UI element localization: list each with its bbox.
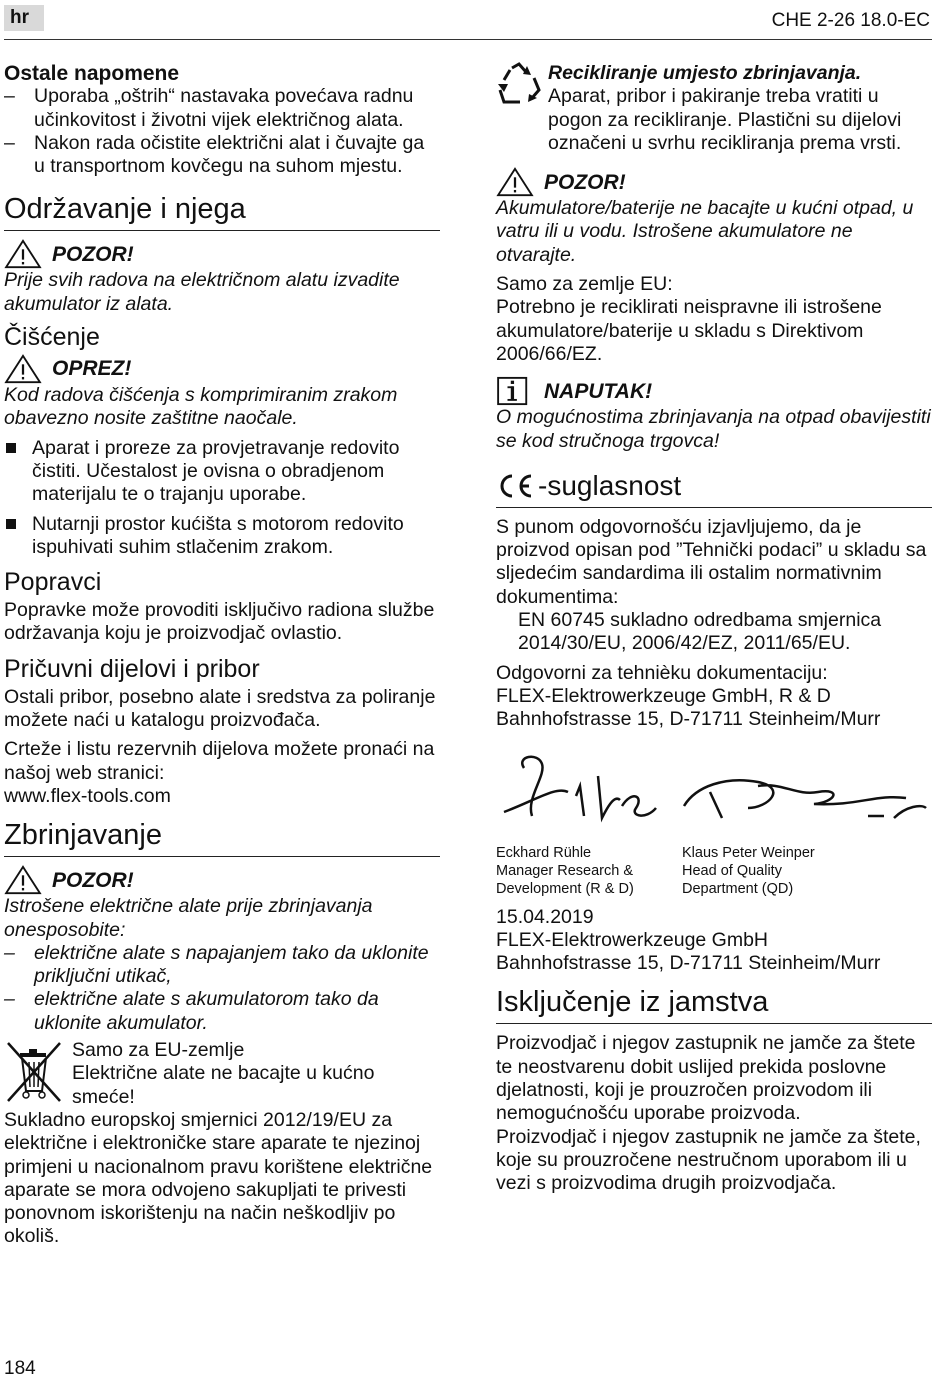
disposal-item: – električne alate s napajanjem tako da uklonite priključni utikač, [4,942,440,989]
ce-heading [496,469,932,508]
signer-1-name: Eckhard Rühle [496,844,592,861]
info-icon [496,376,534,406]
cleaning-bullet: Aparat i proreze za provjetravanje redovito čistiti. Učestalost je ovisna o obradjenom materijalu te o trajanju uporabe. [4,437,440,507]
model-number: CHE 2-26 18.0-EC [771,10,930,31]
recycling-title: Recikliranje umjesto zbrinjavanja. [548,62,862,84]
page-number: 184 [4,1358,36,1379]
note-item: – Uporaba „oštrih“ nastavaka povećava radnu učinkovitost i životni vijek električnog alata. [4,85,440,132]
signer-2-name: Klaus Peter Weinper [682,844,815,861]
recycle-icon [496,62,542,106]
recycling-section [496,62,932,155]
cleaning-heading: Čišćenje [4,323,100,352]
right-column [496,62,932,1196]
ce-declaration: S punom odgovornošću izjavljujemo, da je proizvod opisan pod ”Tehnički podaci” u skladu sa sljedećim sandardima ili ostalim normativnim dokumentima: [496,515,927,608]
eu-bin-text: Električne alate ne bacajte u kućno smeće! [72,1062,375,1108]
signer-2-dept: Department (QD) [682,880,794,897]
disposal-item: – električne alate s akumulatorom tako da uklonite akumulator. [4,988,440,1035]
maintenance-heading: Održavanje i njega [4,192,440,231]
battery-warning-text: Akumulatore/baterije ne bacajte u kućni otpad, u vatru ili u vodu. Istrošene akumulatore ne otvarajte. [496,197,914,266]
ce-company: FLEX-Elektrowerkzeuge GmbH, R & D [496,684,831,707]
ce-title: -suglasnost [538,469,682,501]
signer-1-title: Manager Research & [496,862,634,879]
battery-directive-text: Potrebno je reciklirati neispravne ili istrošene akumulatore/baterije u skladu s Direktivom 2006/66/EZ. [496,296,882,365]
website-link[interactable]: www.flex-tools.com [4,784,171,807]
warning-triangle-icon [496,167,534,197]
warning-triangle-icon [4,239,42,269]
note-label: NAPUTAK! [544,379,653,403]
warning-label: POZOR! [52,242,134,266]
eu-only-label: Samo za EU-zemlje [72,1039,245,1062]
header-divider [4,39,932,40]
warning-label: POZOR! [52,868,134,892]
note-box [496,376,932,406]
signature-block [496,746,932,896]
cleaning-caution-text: Kod radova čišćenja s komprimiranim zrakom obavezno nosite zaštitne naočale. [4,384,398,430]
recycling-text: Aparat, pribor i pakiranje treba vratiti u pogon za recikliranje. Plastični su dijelovi označeni u svrhu recikliranja prema vrsti. [548,85,902,154]
parts-heading: Pričuvni dijelovi i pribor [4,654,260,683]
caution-triangle-icon [4,354,42,384]
caution-label: OPREZ! [52,357,132,381]
ce-standards: EN 60745 sukladno odredbama smjernica 2014/30/EU, 2006/42/EZ, 2011/65/EU. [518,609,882,655]
declaration-date: 15.04.2019 [496,905,594,928]
maintenance-warning [4,239,440,269]
cleaning-bullet: Nutarnji prostor kućišta s motorom redovito ispuhivati suhim stlačenim zrakom. [4,513,440,560]
disposal-heading: Zbrinjavanje [4,818,440,857]
disposal-warning-text: Istrošene električne alate prije zbrinjavanja onesposobite: [4,895,373,941]
signer-2-title: Head of Quality [682,862,782,879]
parts-text: Ostali pribor, posebno alate i sredstva za poliranje možete naći u katalogu proizvođača. [4,685,436,732]
ce-responsible: Odgovorni za tehnièku dokumentaciju: [496,661,828,684]
note-item: – Nakon rada očistite električni alat i čuvajte ga u transportnom kovčegu na suhom mjestu. [4,132,440,179]
eu-directive-text: Sukladno europskoj smjernici 2012/19/EU za električne i elektroničke stare aparate te njezinoj primjeni u nacionalnom pravu korištene električne aparate se mora odvojeno sakupljati te privesti ponovnom iskorištenju na način neškodljiv po okoliš. [4,1108,433,1248]
notes-title: Ostale napomene [4,62,180,85]
maintenance-warning-text: Prije svih radova na električnom alatu izvadite akumulator iz alata. [4,269,400,315]
warranty-heading: Isključenje iz jamstva [496,985,932,1024]
ce-mark-icon [496,473,536,499]
disposal-warning [4,865,440,895]
crossed-bin-icon [4,1039,64,1105]
signer-1-dept: Development (R & D) [496,880,634,897]
weee-notice [4,1039,440,1109]
ce-address: Bahnhofstrasse 15, D-71711 Steinheim/Murr [496,708,881,731]
company-address: Bahnhofstrasse 15, D-71711 Steinheim/Murr [496,952,881,975]
warranty-text-2: Proizvodjač i njegov zastupnik ne jamče za štete, koje su prouzročene nestručnom uporabom ili u vezi s proizvodima drugih proizvodjača. [496,1125,921,1195]
repairs-text: Popravke može provoditi isključivo radiona službe održavanja koju je proizvodjač ovlastio. [4,599,435,645]
warning-label: POZOR! [544,170,626,194]
battery-warning [496,167,932,197]
left-column [4,62,440,1249]
parts-text-2: Crteže i listu rezervnih dijelova možete pronaći na našoj web stranici: [4,738,435,784]
repairs-heading: Popravci [4,568,102,597]
cleaning-caution [4,354,440,384]
company-name: FLEX-Elektrowerkzeuge GmbH [496,928,769,951]
note-text: O mogućnostima zbrinjavanja na otpad obavijestiti se kod stručnoga trgovca! [496,406,931,452]
language-badge: hr [4,5,44,31]
warranty-text: Proizvodjač i njegov zastupnik ne jamče za štete te neostvarenu dobit uslijed prekida poslovne djelatnosti, koji je prouzročen proizvodom ili nemogućnošću uporabe proizvoda. [496,1032,916,1125]
warning-triangle-icon [4,865,42,895]
handwritten-signatures [496,746,932,846]
eu-only-label: Samo za zemlje EU: [496,273,673,296]
